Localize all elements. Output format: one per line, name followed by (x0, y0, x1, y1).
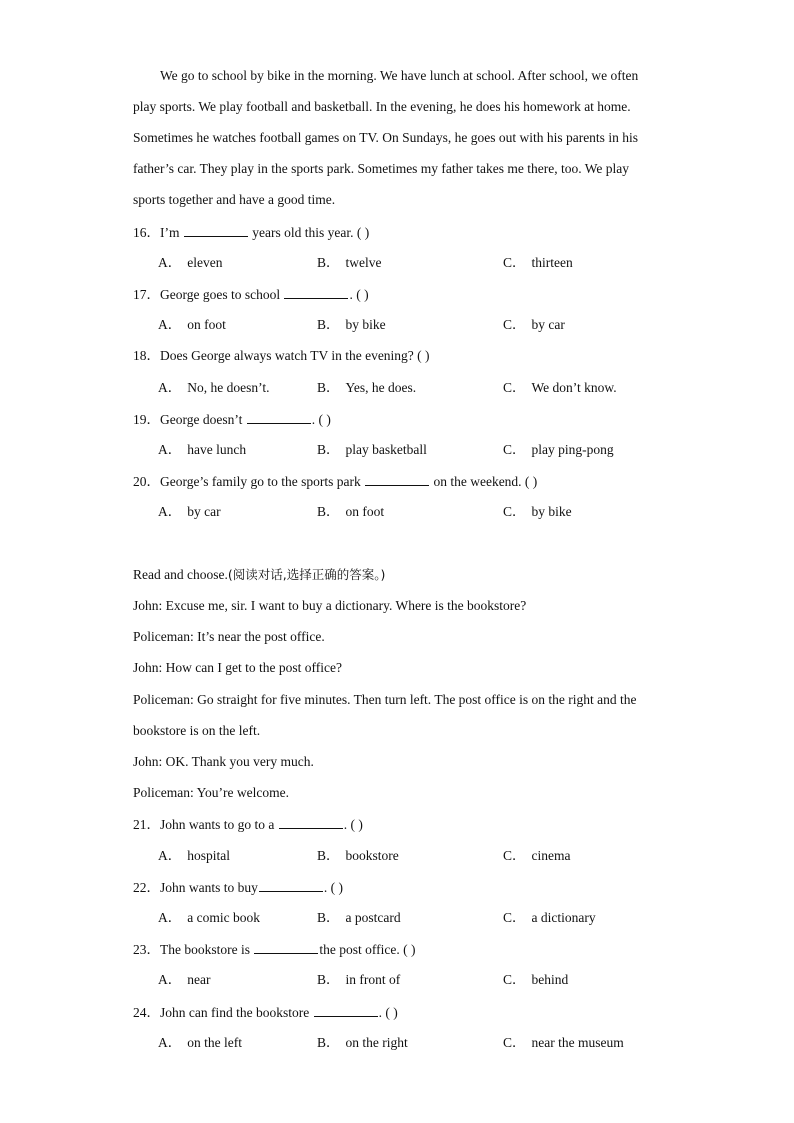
option-letter: B． (317, 380, 340, 395)
dialogue-line-4: Policeman: Go straight for five minutes. Then turn left. The post office is on the right and the (133, 692, 637, 707)
option-24-a[interactable] (158, 1035, 242, 1051)
option-letter: C． (503, 317, 526, 332)
option-letter: C． (503, 972, 526, 987)
question-text-end: . ( ) (323, 880, 343, 895)
dialogue-line-7: Policeman: You’re welcome. (133, 785, 289, 800)
option-22-a[interactable] (158, 910, 260, 926)
option-16-c[interactable] (503, 255, 573, 271)
question-19 (133, 411, 331, 428)
option-letter: B． (317, 972, 340, 987)
question-text: Does George always watch TV in the evening? ( ) (160, 348, 430, 363)
option-letter: C． (503, 255, 526, 270)
option-letter: B． (317, 255, 340, 270)
option-text: on foot (345, 504, 385, 519)
option-letter: C． (503, 442, 526, 457)
option-letter: C． (503, 504, 526, 519)
option-letter: A． (158, 380, 182, 395)
dialogue-line-6: John: OK. Thank you very much. (133, 754, 314, 769)
question-text-end: . ( ) (311, 412, 331, 427)
question-text: The bookstore is (160, 942, 254, 957)
option-17-c[interactable] (503, 317, 565, 333)
question-text-end: on the weekend. ( ) (430, 474, 538, 489)
answer-blank[interactable] (184, 224, 248, 237)
answer-blank[interactable] (247, 411, 311, 424)
option-23-c[interactable] (503, 972, 568, 988)
option-text: play basketball (345, 442, 427, 457)
question-24 (133, 1004, 398, 1021)
option-19-a[interactable] (158, 442, 246, 458)
answer-blank[interactable] (284, 286, 348, 299)
option-text: by bike (531, 504, 572, 519)
passage-line-1: We go to school by bike in the morning. We have lunch at school. After school, we often (160, 68, 639, 83)
question-text: John can find the bookstore (160, 1005, 313, 1020)
question-text: I’m (160, 225, 183, 240)
passage-line-3: Sometimes he watches football games on TV. On Sundays, he goes out with his parents in his (133, 130, 638, 145)
answer-blank[interactable] (314, 1004, 378, 1017)
question-number: 22． (133, 880, 160, 895)
option-text: play ping-pong (531, 442, 614, 457)
question-text: George goes to school (160, 287, 284, 302)
option-18-c[interactable] (503, 380, 617, 396)
question-text-end: . ( ) (378, 1005, 398, 1020)
question-17 (133, 286, 369, 303)
question-text: George doesn’t (160, 412, 246, 427)
question-number: 20． (133, 474, 160, 489)
option-letter: B． (317, 1035, 340, 1050)
option-17-b[interactable] (317, 317, 386, 333)
option-text: by bike (345, 317, 386, 332)
question-16 (133, 224, 369, 241)
option-text: near the museum (531, 1035, 624, 1050)
option-letter: A． (158, 848, 182, 863)
question-number: 17． (133, 287, 160, 302)
option-letter: B． (317, 442, 340, 457)
option-letter: C． (503, 848, 526, 863)
option-text: on the right (345, 1035, 408, 1050)
question-number: 16． (133, 225, 160, 240)
question-text-end: . ( ) (343, 817, 363, 832)
question-number: 23． (133, 942, 160, 957)
option-letter: A． (158, 910, 182, 925)
passage-line-2: play sports. We play football and basketball. In the evening, he does his homework at home. (133, 99, 631, 114)
option-text: No, he doesn’t. (187, 380, 270, 395)
option-text: behind (531, 972, 569, 987)
question-number: 24． (133, 1005, 160, 1020)
option-22-b[interactable] (317, 910, 401, 926)
dialogue-line-3: John: How can I get to the post office? (133, 660, 342, 675)
instruction-text: Read and choose. (133, 567, 228, 582)
option-text: have lunch (187, 442, 247, 457)
option-21-b[interactable] (317, 848, 399, 864)
option-text: a postcard (345, 910, 401, 925)
question-text-end: . ( ) (349, 287, 369, 302)
option-letter: A． (158, 255, 182, 270)
option-text: bookstore (345, 848, 399, 863)
option-24-b[interactable] (317, 1035, 408, 1051)
option-text: by car (187, 504, 221, 519)
question-text: John wants to buy (160, 880, 258, 895)
option-text: on foot (187, 317, 226, 332)
option-19-b[interactable] (317, 442, 427, 458)
option-text: on the left (187, 1035, 242, 1050)
option-16-a[interactable] (158, 255, 222, 271)
section-instruction (133, 567, 385, 583)
question-text-end: years old this year. ( ) (248, 225, 370, 240)
option-letter: C． (503, 910, 526, 925)
answer-blank[interactable] (279, 816, 343, 829)
option-text: near (187, 972, 211, 987)
option-text: a dictionary (531, 910, 596, 925)
passage-line-4: father’s car. They play in the sports park. Sometimes my father takes me there, too. We play (133, 161, 630, 176)
question-18 (133, 348, 430, 364)
dialogue-line-5: bookstore is on the left. (133, 723, 261, 738)
question-text: John wants to go to a (160, 817, 278, 832)
option-text: hospital (187, 848, 230, 863)
question-text-end: the post office. ( ) (319, 942, 416, 957)
question-22 (133, 879, 343, 896)
dialogue-line-1: John: Excuse me, sir. I want to buy a dictionary. Where is the bookstore? (133, 598, 527, 613)
option-letter: B． (317, 910, 340, 925)
option-17-a[interactable] (158, 317, 226, 333)
question-number: 21． (133, 817, 160, 832)
question-23 (133, 941, 415, 958)
option-text: Yes, he does. (345, 380, 417, 395)
option-text: cinema (531, 848, 571, 863)
option-text: twelve (345, 255, 382, 270)
question-21 (133, 816, 363, 833)
option-letter: A． (158, 442, 182, 457)
question-number: 18． (133, 348, 160, 363)
question-20 (133, 473, 537, 490)
option-20-b[interactable] (317, 504, 384, 520)
option-text: by car (531, 317, 565, 332)
option-text: in front of (345, 972, 401, 987)
option-16-b[interactable] (317, 255, 382, 271)
option-text: eleven (187, 255, 223, 270)
option-19-c[interactable] (503, 442, 614, 458)
answer-blank[interactable] (365, 473, 429, 486)
option-text: We don’t know. (531, 380, 617, 395)
option-letter: B． (317, 317, 340, 332)
option-18-b[interactable] (317, 380, 416, 396)
option-letter: C． (503, 380, 526, 395)
option-18-a[interactable] (158, 380, 270, 396)
dialogue-line-2: Policeman: It’s near the post office. (133, 629, 325, 644)
option-24-c[interactable] (503, 1035, 624, 1051)
option-23-a[interactable] (158, 972, 210, 988)
instruction-text-cn: (阅读对话,选择正确的答案。) (227, 567, 386, 582)
option-20-a[interactable] (158, 504, 221, 520)
option-letter: A． (158, 972, 182, 987)
passage-line-5: sports together and have a good time. (133, 192, 336, 207)
option-22-c[interactable] (503, 910, 596, 926)
option-23-b[interactable] (317, 972, 400, 988)
option-21-c[interactable] (503, 848, 571, 864)
question-number: 19． (133, 412, 160, 427)
answer-blank[interactable] (254, 941, 318, 954)
answer-blank[interactable] (259, 879, 323, 892)
option-letter: C． (503, 1035, 526, 1050)
option-letter: A． (158, 1035, 182, 1050)
option-text: thirteen (531, 255, 573, 270)
option-letter: B． (317, 504, 340, 519)
option-text: a comic book (187, 910, 260, 925)
option-20-c[interactable] (503, 504, 572, 520)
option-letter: B． (317, 848, 340, 863)
option-21-a[interactable] (158, 848, 230, 864)
option-letter: A． (158, 504, 182, 519)
option-letter: A． (158, 317, 182, 332)
question-text: George’s family go to the sports park (160, 474, 365, 489)
